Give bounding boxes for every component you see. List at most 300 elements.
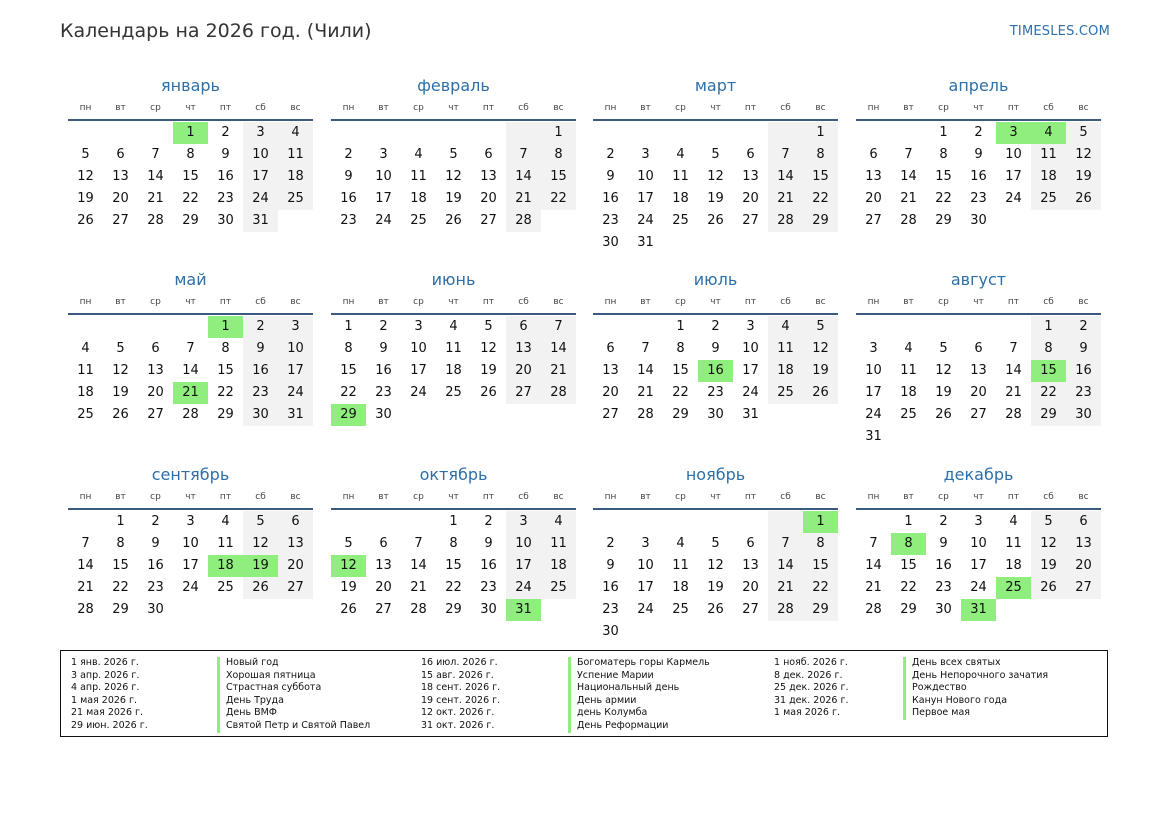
day-cell: 27	[480, 213, 497, 228]
month-name: декабрь	[943, 465, 1014, 484]
weekday-label: пн	[867, 492, 880, 502]
day-cell: 2	[711, 319, 720, 334]
day-cell: 13	[506, 338, 541, 360]
day-cell: 28	[865, 602, 882, 617]
day-cell: 26	[77, 213, 94, 228]
day-cell: 14	[865, 558, 882, 573]
weekday-label: вс	[815, 297, 826, 307]
empty-cell	[698, 232, 733, 254]
day-cell: 15	[672, 363, 689, 378]
day-cell: 3	[243, 122, 278, 144]
holiday-legend	[60, 650, 1108, 737]
empty-cell	[856, 316, 891, 338]
day-cell: 1	[803, 122, 838, 144]
weekday-label: ср	[413, 492, 424, 502]
empty-cell	[768, 232, 803, 254]
weekday-label: чт	[710, 492, 721, 502]
day-cell: 18	[672, 580, 689, 595]
month-calendar	[593, 75, 838, 254]
day-cell: 23	[1066, 382, 1101, 404]
day-cell: 7	[414, 536, 423, 551]
holiday-date: 15 авг. 2026 г.	[421, 669, 494, 681]
empty-cell	[1031, 426, 1066, 448]
empty-cell	[926, 316, 961, 338]
weekday-label: чт	[185, 492, 196, 502]
day-cell: 4	[81, 341, 90, 356]
day-cell: 16	[1066, 360, 1101, 382]
month-calendar	[331, 464, 576, 621]
month-calendar	[593, 464, 838, 643]
day-cell: 13	[147, 363, 164, 378]
empty-cell	[768, 621, 803, 643]
day-cell: 24	[243, 188, 278, 210]
day-cell: 16	[243, 360, 278, 382]
day-cell: 24	[278, 382, 313, 404]
day-cell: 1	[173, 122, 208, 144]
day-cell: 22	[445, 580, 462, 595]
day-cell: 4	[541, 511, 576, 533]
empty-cell	[996, 210, 1031, 232]
weekday-label: чт	[710, 297, 721, 307]
day-cell: 20	[480, 191, 497, 206]
empty-cell	[593, 122, 628, 144]
weekday-header	[68, 488, 313, 506]
week-row	[593, 210, 838, 232]
day-cell: 26	[480, 385, 497, 400]
weekday-header	[856, 99, 1101, 117]
day-cell: 31	[865, 429, 882, 444]
weekday-label: ср	[675, 297, 686, 307]
empty-cell	[436, 404, 471, 426]
day-cell: 13	[865, 169, 882, 184]
weekday-label: пт	[219, 103, 232, 113]
month-name: март	[694, 76, 737, 95]
empty-cell	[1031, 599, 1066, 621]
day-cell: 2	[606, 147, 615, 162]
weekday-label: вт	[903, 297, 914, 307]
day-cell: 30	[970, 213, 987, 228]
day-cell: 15	[803, 555, 838, 577]
day-cell: 23	[935, 580, 952, 595]
week-row	[331, 144, 576, 166]
day-cell: 8	[186, 147, 195, 162]
day-cell: 16	[602, 191, 619, 206]
day-cell: 7	[186, 341, 195, 356]
legend-date-column	[774, 657, 849, 720]
day-cell: 8	[116, 536, 125, 551]
day-cell: 28	[637, 407, 654, 422]
weekday-label: вс	[290, 297, 301, 307]
day-cell: 3	[996, 122, 1031, 144]
day-cell: 1	[449, 514, 458, 529]
week-row	[593, 621, 838, 643]
day-cell: 13	[742, 169, 759, 184]
empty-cell	[663, 232, 698, 254]
day-cell: 19	[1066, 166, 1101, 188]
day-cell: 14	[410, 558, 427, 573]
day-cell: 14	[147, 169, 164, 184]
day-cell: 6	[1066, 511, 1101, 533]
empty-cell	[1066, 210, 1101, 232]
day-cell: 18	[1031, 166, 1066, 188]
empty-cell	[331, 511, 366, 533]
weekday-label: сб	[255, 103, 266, 113]
weekday-label: пн	[867, 297, 880, 307]
day-cell: 23	[147, 580, 164, 595]
day-cell: 20	[602, 385, 619, 400]
empty-cell	[768, 122, 803, 144]
day-cell: 21	[147, 191, 164, 206]
day-cell: 24	[506, 577, 541, 599]
day-cell: 21	[900, 191, 917, 206]
day-cell: 11	[672, 169, 689, 184]
day-cell: 10	[742, 341, 759, 356]
weekday-label: чт	[448, 492, 459, 502]
month-name: июнь	[431, 270, 476, 289]
day-cell: 17	[243, 166, 278, 188]
day-cell: 25	[1031, 188, 1066, 210]
day-cell: 19	[112, 385, 129, 400]
day-cell: 26	[445, 213, 462, 228]
week-row	[593, 232, 838, 254]
holiday-name: День всех святых	[903, 657, 1048, 670]
week-row	[593, 511, 838, 533]
day-cell: 6	[974, 341, 983, 356]
day-cell: 12	[243, 533, 278, 555]
day-cell: 14	[768, 555, 803, 577]
empty-cell	[471, 122, 506, 144]
holiday-name: День Реформации	[568, 720, 710, 733]
day-cell: 30	[707, 407, 724, 422]
day-cell: 3	[379, 147, 388, 162]
day-cell: 30	[217, 213, 234, 228]
week-row	[856, 360, 1101, 382]
day-cell: 24	[970, 580, 987, 595]
week-row	[856, 404, 1101, 426]
weekday-label: сб	[780, 103, 791, 113]
empty-cell	[278, 210, 313, 232]
day-cell: 5	[939, 341, 948, 356]
month-calendar	[331, 269, 576, 426]
holiday-name: Хорошая пятница	[217, 670, 370, 683]
day-cell: 6	[151, 341, 160, 356]
day-cell: 18	[900, 385, 917, 400]
empty-cell	[996, 316, 1031, 338]
day-cell: 12	[480, 341, 497, 356]
month-calendar	[68, 269, 313, 426]
day-cell: 16	[698, 360, 733, 382]
weekday-label: ср	[413, 103, 424, 113]
month-name: май	[174, 270, 207, 289]
legend-name-column	[903, 657, 1048, 720]
day-cell: 22	[182, 191, 199, 206]
week-row	[856, 210, 1101, 232]
day-cell: 13	[278, 533, 313, 555]
day-cell: 6	[746, 536, 755, 551]
day-cell: 25	[996, 577, 1031, 599]
empty-cell	[628, 511, 663, 533]
day-cell: 18	[768, 360, 803, 382]
weekday-label: вт	[903, 103, 914, 113]
day-cell: 23	[480, 580, 497, 595]
day-cell: 5	[243, 511, 278, 533]
day-cell: 15	[340, 363, 357, 378]
page-title: Календарь на 2026 год. (Чили)	[60, 20, 372, 42]
weekday-label: ср	[150, 492, 161, 502]
weekday-label: вс	[1078, 492, 1089, 502]
day-cell: 11	[1031, 144, 1066, 166]
day-cell: 11	[672, 558, 689, 573]
week-row	[68, 210, 313, 232]
day-cell: 17	[410, 363, 427, 378]
day-cell: 27	[970, 407, 987, 422]
empty-cell	[891, 316, 926, 338]
empty-cell	[961, 316, 996, 338]
day-cell: 29	[803, 599, 838, 621]
weekday-label: пн	[79, 492, 92, 502]
day-cell: 3	[641, 536, 650, 551]
empty-cell	[768, 404, 803, 426]
day-cell: 10	[1005, 147, 1022, 162]
day-cell: 5	[711, 536, 720, 551]
weekday-label: ср	[413, 297, 424, 307]
day-cell: 10	[970, 536, 987, 551]
weekday-label: сб	[780, 297, 791, 307]
day-cell: 30	[243, 404, 278, 426]
week-row	[856, 188, 1101, 210]
empty-cell	[541, 599, 576, 621]
day-cell: 6	[506, 316, 541, 338]
day-cell: 8	[449, 536, 458, 551]
day-cell: 29	[672, 407, 689, 422]
day-cell: 29	[112, 602, 129, 617]
day-cell: 15	[935, 169, 952, 184]
day-cell: 26	[243, 577, 278, 599]
day-cell: 19	[480, 363, 497, 378]
day-cell: 7	[1009, 341, 1018, 356]
weekday-label: пт	[219, 492, 232, 502]
day-cell: 25	[900, 407, 917, 422]
week-row	[856, 426, 1101, 448]
holiday-date: 18 сент. 2026 г.	[421, 682, 501, 694]
day-cell: 19	[445, 191, 462, 206]
day-cell: 7	[641, 341, 650, 356]
day-cell: 23	[375, 385, 392, 400]
weekday-label: вс	[553, 492, 564, 502]
empty-cell	[138, 122, 173, 144]
weekday-label: пт	[744, 492, 757, 502]
brand-link[interactable]: TIMESLES.COM	[1009, 24, 1110, 39]
empty-cell	[663, 621, 698, 643]
empty-cell	[593, 316, 628, 338]
day-cell: 31	[961, 599, 996, 621]
month-calendar	[856, 269, 1101, 448]
day-cell: 19	[935, 385, 952, 400]
day-cell: 15	[182, 169, 199, 184]
day-cell: 4	[278, 122, 313, 144]
empty-cell	[803, 621, 838, 643]
day-cell: 5	[1066, 122, 1101, 144]
empty-cell	[436, 122, 471, 144]
day-cell: 25	[672, 213, 689, 228]
day-cell: 7	[904, 147, 913, 162]
day-cell: 22	[900, 580, 917, 595]
day-cell: 13	[1066, 533, 1101, 555]
holiday-date: 29 июн. 2026 г.	[71, 719, 148, 731]
holiday-name: Рождество	[903, 682, 1048, 695]
empty-cell	[401, 122, 436, 144]
day-cell: 30	[602, 624, 619, 639]
day-cell: 27	[375, 602, 392, 617]
day-cell: 26	[340, 602, 357, 617]
day-cell: 12	[935, 363, 952, 378]
holiday-date: 1 янв. 2026 г.	[71, 657, 139, 668]
month-name: апрель	[948, 76, 1009, 95]
day-cell: 28	[147, 213, 164, 228]
empty-cell	[891, 426, 926, 448]
day-cell: 23	[707, 385, 724, 400]
day-cell: 11	[768, 338, 803, 360]
weekday-header	[593, 99, 838, 117]
day-cell: 3	[641, 147, 650, 162]
week-row	[331, 577, 576, 599]
day-cell: 11	[445, 341, 462, 356]
day-cell: 9	[974, 147, 983, 162]
day-cell: 12	[77, 169, 94, 184]
day-cell: 18	[278, 166, 313, 188]
day-cell: 21	[173, 382, 208, 404]
week-row	[331, 166, 576, 188]
empty-cell	[891, 122, 926, 144]
day-cell: 12	[707, 558, 724, 573]
day-cell: 4	[221, 514, 230, 529]
weekday-header	[593, 293, 838, 311]
weekday-label: чт	[185, 103, 196, 113]
day-cell: 26	[935, 407, 952, 422]
holiday-name: Страстная суббота	[217, 682, 370, 695]
month-name: июль	[693, 270, 738, 289]
day-cell: 28	[182, 407, 199, 422]
day-cell: 3	[974, 514, 983, 529]
day-cell: 2	[344, 147, 353, 162]
week-row	[68, 599, 313, 621]
day-cell: 10	[637, 169, 654, 184]
day-cell: 7	[541, 316, 576, 338]
day-cell: 3	[414, 319, 423, 334]
day-cell: 26	[803, 382, 838, 404]
day-cell: 5	[116, 341, 125, 356]
day-cell: 20	[742, 191, 759, 206]
weekday-label: пт	[744, 103, 757, 113]
week-row	[68, 360, 313, 382]
week-row	[856, 533, 1101, 555]
day-cell: 7	[768, 533, 803, 555]
day-cell: 19	[1031, 555, 1066, 577]
month-calendar	[856, 75, 1101, 232]
day-cell: 13	[112, 169, 129, 184]
weekday-label: ср	[675, 103, 686, 113]
day-cell: 7	[506, 144, 541, 166]
day-cell: 16	[970, 169, 987, 184]
day-cell: 24	[742, 385, 759, 400]
day-cell: 21	[77, 580, 94, 595]
day-cell: 19	[340, 580, 357, 595]
day-cell: 14	[637, 363, 654, 378]
day-cell: 15	[900, 558, 917, 573]
empty-cell	[733, 511, 768, 533]
day-cell: 6	[116, 147, 125, 162]
empty-cell	[663, 511, 698, 533]
holiday-name: День Труда	[217, 695, 370, 708]
month-calendar	[856, 464, 1101, 621]
day-cell: 17	[637, 580, 654, 595]
weekday-label: ср	[938, 492, 949, 502]
day-cell: 29	[217, 407, 234, 422]
day-cell: 8	[1031, 338, 1066, 360]
weekday-label: ср	[938, 103, 949, 113]
empty-cell	[768, 511, 803, 533]
day-cell: 11	[410, 169, 427, 184]
week-row	[593, 360, 838, 382]
day-cell: 21	[768, 188, 803, 210]
empty-cell	[926, 426, 961, 448]
day-cell: 6	[379, 536, 388, 551]
weekday-label: сб	[1043, 492, 1054, 502]
week-row	[331, 210, 576, 232]
day-cell: 1	[904, 514, 913, 529]
day-cell: 10	[865, 363, 882, 378]
week-row	[68, 511, 313, 533]
day-cell: 25	[77, 407, 94, 422]
day-cell: 14	[541, 338, 576, 360]
day-cell: 10	[410, 341, 427, 356]
day-cell: 14	[77, 558, 94, 573]
holiday-date: 1 мая 2026 г.	[71, 694, 137, 706]
day-cell: 9	[484, 536, 493, 551]
day-cell: 9	[151, 536, 160, 551]
day-cell: 9	[221, 147, 230, 162]
day-cell: 20	[112, 191, 129, 206]
day-cell: 23	[217, 191, 234, 206]
day-cell: 14	[182, 363, 199, 378]
weekday-label: пт	[1007, 492, 1020, 502]
legend-date-column	[71, 657, 148, 733]
holiday-name: Новый год	[217, 657, 370, 670]
day-cell: 19	[707, 580, 724, 595]
empty-cell	[698, 621, 733, 643]
weekday-label: чт	[185, 297, 196, 307]
week-row	[331, 511, 576, 533]
day-cell: 14	[1005, 363, 1022, 378]
day-cell: 16	[340, 191, 357, 206]
week-row	[856, 577, 1101, 599]
empty-cell	[173, 599, 208, 621]
day-cell: 22	[217, 385, 234, 400]
day-cell: 28	[506, 210, 541, 232]
holiday-name: день Колумба	[568, 707, 710, 720]
day-cell: 27	[742, 213, 759, 228]
holiday-date: 4 апр. 2026 г.	[71, 682, 140, 694]
day-cell: 5	[1031, 511, 1066, 533]
day-cell: 22	[672, 385, 689, 400]
day-cell: 17	[1005, 169, 1022, 184]
day-cell: 29	[900, 602, 917, 617]
day-cell: 27	[278, 577, 313, 599]
day-cell: 27	[1066, 577, 1101, 599]
day-cell: 8	[344, 341, 353, 356]
day-cell: 26	[707, 602, 724, 617]
day-cell: 15	[1031, 360, 1066, 382]
